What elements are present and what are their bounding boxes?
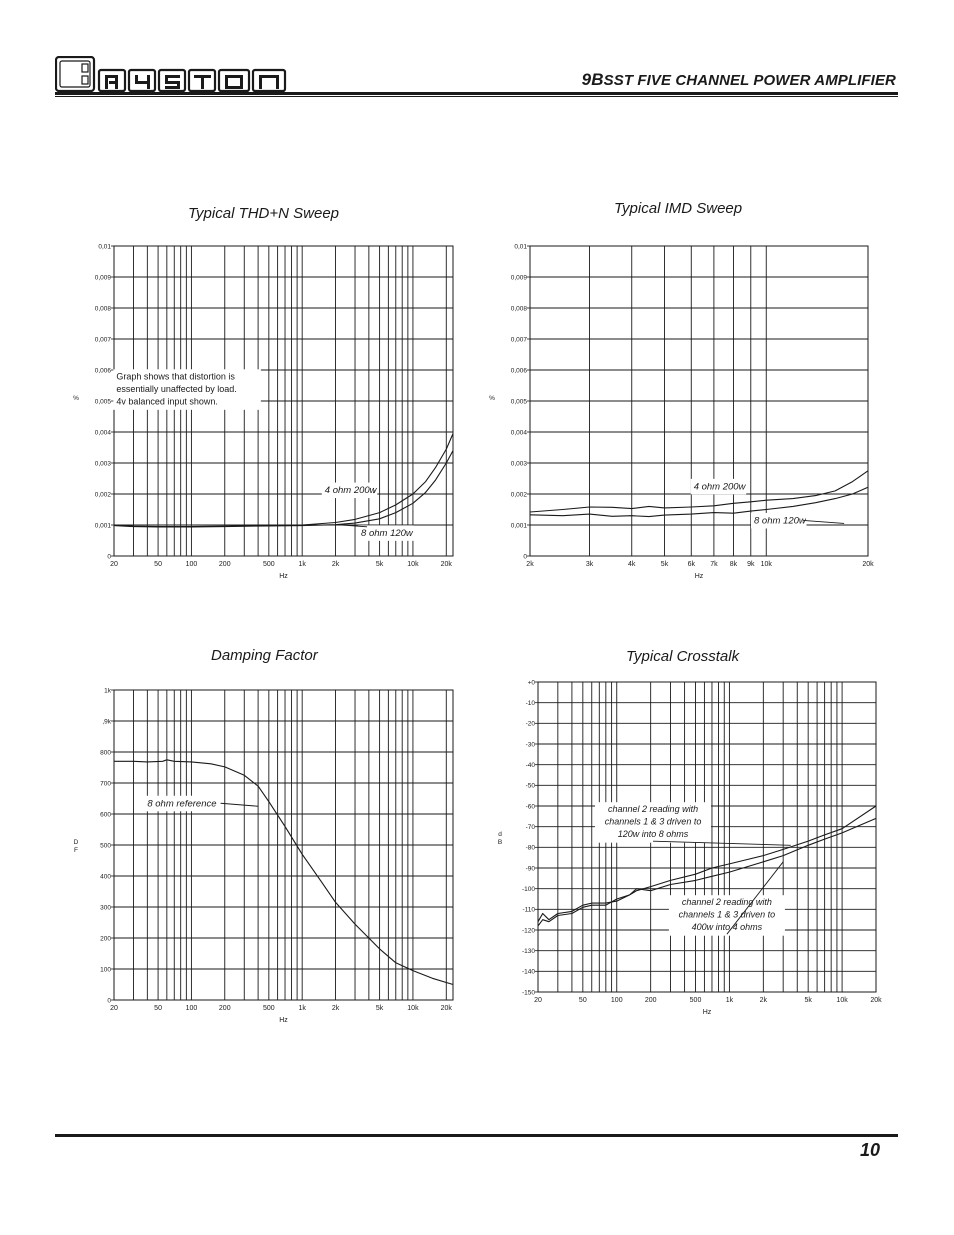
crosstalk-y-tick-label: -120 [521, 927, 535, 935]
thd-x-tick-label: 200 [218, 561, 231, 568]
crosstalk-x-tick-label: 10k [836, 997, 848, 1004]
crosstalk-y-tick-label: -150 [521, 989, 535, 997]
thd-chart-title: Typical THD+N Sweep [188, 205, 340, 222]
damping-y-tick-label: 400 [100, 873, 111, 881]
crosstalk-y-tick-label: +0 [527, 679, 535, 687]
document-subtitle: SST FIVE CHANNEL POWER AMPLIFIER [603, 72, 896, 89]
damping-x-tick-label: 10k [407, 1005, 419, 1012]
imd-y-tick-label: 0,003 [510, 460, 527, 468]
thd-y-tick-label: 0 [107, 553, 111, 561]
thd-x-tick-label: 1k [298, 561, 306, 568]
thd-y-tick-label: 0,006 [94, 367, 111, 375]
crosstalk-y-tick-label: -100 [521, 885, 535, 893]
imd-x-tick-label: 20k [862, 561, 874, 568]
header-rule [55, 92, 898, 95]
crosstalk-x-tick-label: 200 [644, 997, 657, 1004]
imd-y-tick-label: 0,007 [510, 336, 527, 344]
model-name: 9B [581, 70, 604, 89]
crosstalk-y-tick-label: -20 [525, 720, 535, 728]
damping-chart-title: Damping Factor [211, 647, 318, 664]
crosstalk-x-tick-label: 5k [804, 997, 812, 1004]
imd-y-tick-label: 0,01 [514, 243, 527, 251]
thd-y-tick-label: 0,002 [94, 491, 111, 499]
damping-x-tick-label: 2k [331, 1005, 340, 1012]
thd-x-tick-label: 100 [185, 561, 198, 568]
thd-x-tick-label: 500 [262, 561, 275, 568]
crosstalk-annotation-leader [653, 841, 791, 845]
imd-y-tick-label: 0,008 [510, 305, 527, 313]
damping-x-tick-label: 1k [298, 1005, 306, 1012]
crosstalk-annotation-1: channel 2 reading with channels 1 & 3 driven to 120w into 8 ohms [604, 804, 702, 840]
thd-annotation-3: 8 ohm 120w [361, 527, 413, 539]
imd-x-tick-label: 9k [747, 561, 755, 568]
imd-grid [530, 246, 868, 556]
crosstalk-x-tick-label: 20k [870, 997, 882, 1004]
imd-y-tick-label: 0,001 [510, 522, 527, 530]
crosstalk-y-tick-label: -40 [525, 761, 535, 769]
bryston-logo [55, 56, 287, 92]
imd-y-tick-label: 0,002 [510, 491, 527, 499]
damping-x-axis-label: Hz [279, 1017, 288, 1024]
crosstalk-y-tick-label: -50 [525, 782, 535, 790]
damping-y-tick-label: 600 [100, 811, 111, 819]
crosstalk-y-tick-label: -130 [521, 947, 535, 955]
imd-x-tick-label: 4k [628, 561, 636, 568]
damping-grid [114, 690, 453, 1000]
imd-x-tick-label: 5k [660, 561, 669, 568]
thd-annotation-1: Graph shows that distortion is essentially unaffected by load. 4v balanced input shown. [116, 371, 237, 407]
crosstalk-x-tick-label: 50 [578, 997, 587, 1004]
imd-x-tick-label: 3k [585, 561, 594, 568]
damping-y-tick-label: 100 [100, 966, 111, 974]
imd-x-tick-label: 6k [687, 561, 695, 568]
imd-x-tick-label: 10k [760, 561, 772, 568]
crosstalk-annotation-2: channel 2 reading with channels 1 & 3 driven to 400w into 4 ohms [678, 897, 776, 933]
crosstalk-x-tick-label: 500 [689, 997, 702, 1004]
thd-annotation-2: 4 ohm 200w [324, 485, 377, 497]
crosstalk-chart [480, 672, 890, 1022]
damping-x-tick-label: 500 [262, 1005, 275, 1012]
imd-chart [480, 236, 890, 586]
imd-annotation-2: 8 ohm 120w [754, 515, 806, 527]
thd-x-tick-label: 2k [331, 561, 340, 568]
imd-x-axis-label: Hz [694, 573, 704, 580]
imd-annotation-leader [804, 520, 845, 523]
crosstalk-x-tick-label: 100 [610, 997, 623, 1004]
thd-y-tick-label: 0,004 [94, 429, 111, 437]
damping-x-tick-label: 20k [440, 1005, 452, 1012]
damping-x-tick-label: 5k [375, 1005, 384, 1012]
crosstalk-x-tick-label: 20 [534, 997, 542, 1004]
crosstalk-chart-title: Typical Crosstalk [626, 648, 740, 665]
crosstalk-y-tick-label: -80 [525, 844, 535, 852]
imd-y-tick-label: 0,004 [510, 429, 527, 437]
crosstalk-y-tick-label: -60 [525, 803, 535, 811]
damping-x-tick-label: 200 [218, 1005, 231, 1012]
damping-x-tick-label: 50 [154, 1005, 162, 1012]
imd-y-tick-label: 0,005 [510, 398, 527, 406]
damping-chart [60, 680, 470, 1030]
crosstalk-x-axis-label: Hz [702, 1009, 712, 1016]
crosstalk-y-tick-label: -30 [525, 741, 535, 749]
imd-annotation-1: 4 ohm 200w [693, 481, 746, 493]
thd-y-axis-label: % [73, 395, 79, 402]
crosstalk-y-tick-label: -70 [525, 823, 535, 831]
thd-y-tick-label: 0,001 [94, 522, 111, 530]
thd-x-axis-label: Hz [279, 573, 288, 580]
thd-chart [60, 236, 470, 586]
document-title [582, 70, 896, 90]
thd-x-tick-label: 5k [375, 561, 384, 568]
thd-x-tick-label: 50 [154, 561, 162, 568]
imd-x-tick-label: 2k [526, 561, 534, 568]
crosstalk-y-axis-label: d B [497, 831, 503, 846]
crosstalk-y-tick-label: -10 [525, 699, 535, 707]
imd-x-tick-label: 8k [729, 561, 738, 568]
thd-y-tick-label: 0,007 [94, 336, 111, 344]
header-rule-thin [55, 96, 898, 97]
thd-x-tick-label: 20 [110, 561, 118, 568]
footer-rule [55, 1134, 898, 1137]
imd-chart-title: Typical IMD Sweep [614, 200, 743, 217]
damping-x-tick-label: 100 [185, 1005, 198, 1012]
imd-y-axis-label: % [489, 395, 495, 402]
thd-y-tick-label: 0,01 [98, 243, 111, 251]
damping-y-axis-label: D F [73, 839, 79, 854]
crosstalk-x-tick-label: 1k [725, 997, 734, 1004]
thd-x-tick-label: 20k [440, 561, 452, 568]
damping-y-tick-label: 700 [100, 780, 111, 788]
damping-annotation-1: 8 ohm reference [147, 798, 217, 810]
thd-y-tick-label: 0,003 [94, 460, 111, 468]
damping-annotation-leader [221, 803, 259, 806]
imd-y-tick-label: 0 [523, 553, 527, 561]
page-number: 10 [859, 1140, 880, 1160]
damping-y-tick-label: 300 [100, 904, 111, 912]
imd-x-tick-label: 7k [710, 561, 718, 568]
thd-y-tick-label: 0,005 [94, 398, 111, 406]
crosstalk-y-tick-label: -140 [521, 968, 535, 976]
damping-y-tick-label: ,9k [102, 718, 111, 726]
thd-y-tick-label: 0,009 [94, 274, 111, 282]
imd-y-tick-label: 0,009 [510, 274, 527, 282]
damping-y-tick-label: 500 [100, 842, 111, 850]
damping-y-tick-label: 0 [107, 997, 111, 1005]
thd-x-tick-label: 10k [407, 561, 419, 568]
damping-y-tick-label: 1k [104, 687, 111, 695]
damping-y-tick-label: 200 [100, 935, 111, 943]
damping-y-tick-label: 800 [100, 749, 111, 757]
crosstalk-x-tick-label: 2k [759, 997, 768, 1004]
crosstalk-y-tick-label: -90 [525, 865, 535, 873]
thd-y-tick-label: 0,008 [94, 305, 111, 313]
crosstalk-y-tick-label: -110 [522, 906, 535, 914]
damping-x-tick-label: 20 [110, 1005, 118, 1012]
imd-y-tick-label: 0,006 [510, 367, 527, 375]
